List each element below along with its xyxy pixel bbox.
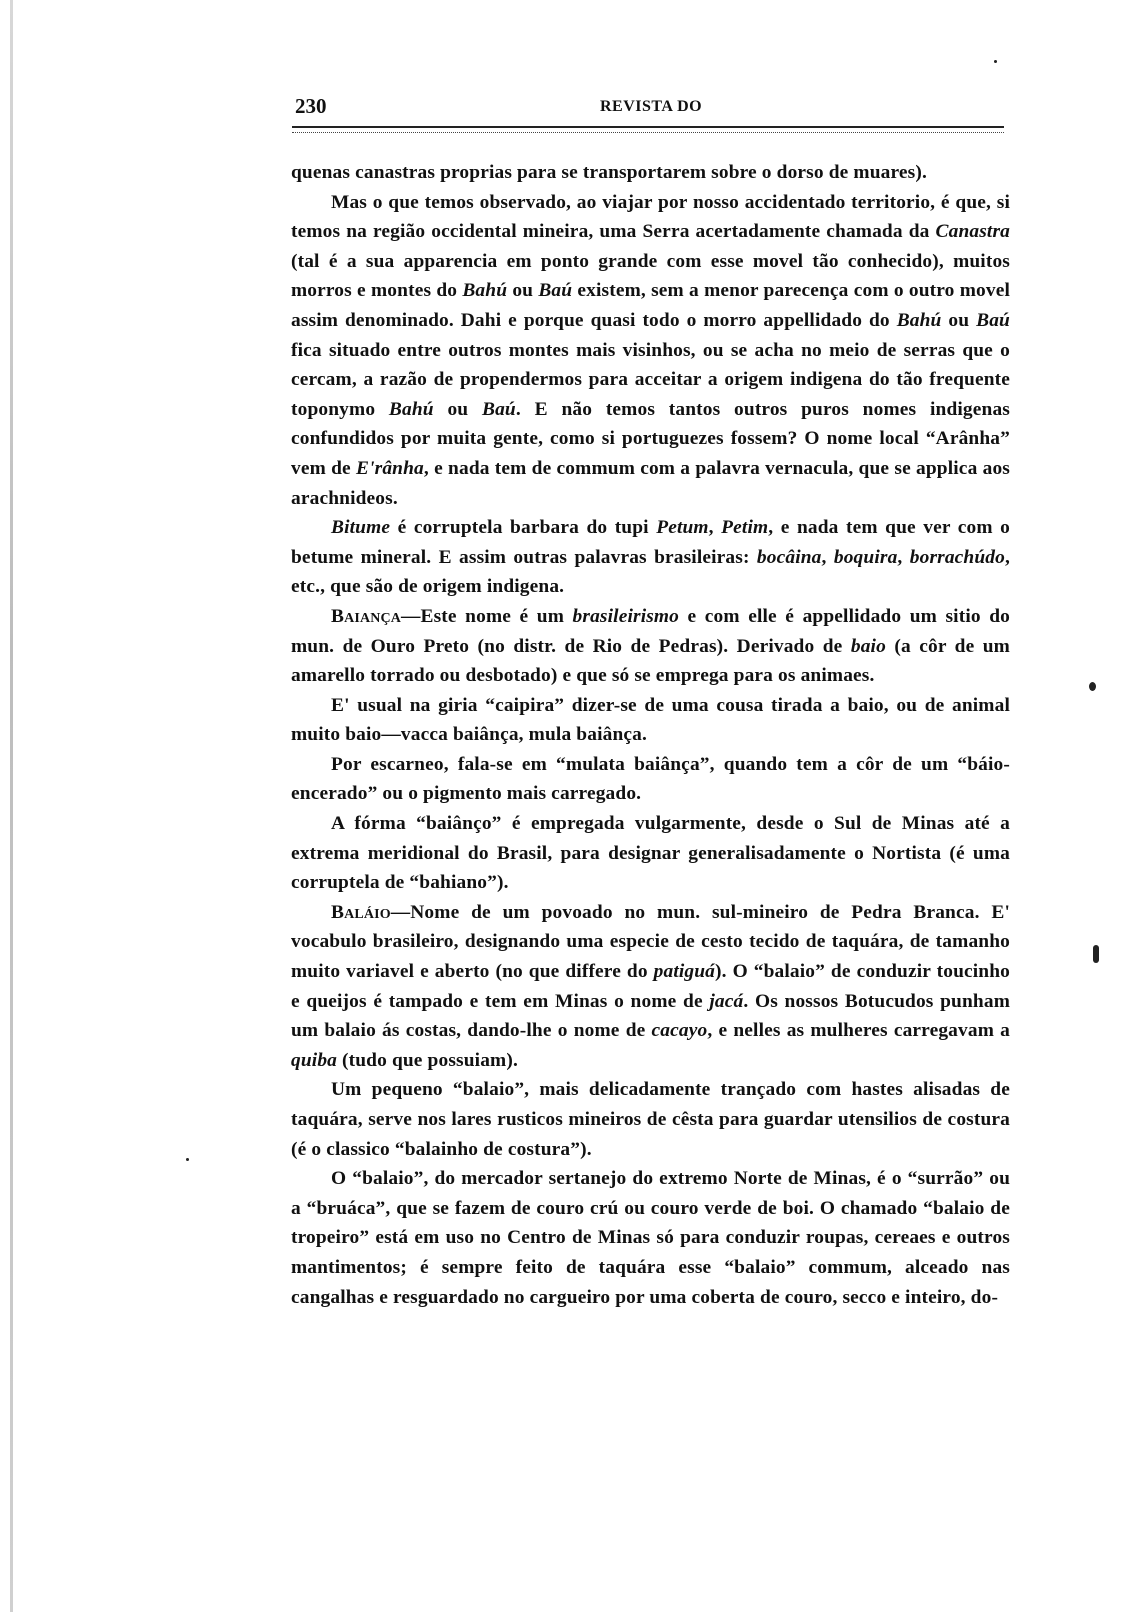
paragraph xyxy=(291,602,1010,691)
italic-term: quiba xyxy=(291,1049,338,1071)
text-run: , e nelles as mulheres carregavam a xyxy=(707,1020,1010,1042)
paragraph xyxy=(291,1075,1010,1164)
text-run: Um pequeno “balaio”, mais delicadamente trançado com hastes alisadas de taquára, serve nos lares rusticos mineiros de cêsta para guardar utensilios de costura (é o classico “balainho de costura”). xyxy=(291,1079,1010,1160)
text-run: . E não temos tantos outros puros nomes indigenas confundidos por muita gente, como si portuguezes fossem? O nome local “Arânha” vem de xyxy=(291,398,1010,479)
text-run: , e nada tem de commum com a palavra vernacula, que se applica aos arachnideos. xyxy=(291,457,1010,509)
text-run: quenas canastras proprias para se transportarem sobre o dorso de muares). xyxy=(291,162,927,183)
text-run: (tudo que possuiam). xyxy=(337,1049,518,1071)
text-run: , etc., que são de origem indigena. xyxy=(291,546,1010,598)
scan-edge xyxy=(10,0,13,1612)
italic-term: jacá xyxy=(709,990,744,1012)
paragraph xyxy=(291,158,1010,188)
header-rule xyxy=(292,126,1004,133)
text-run: A fórma “baiânço” é empregada vulgarmente, desde o Sul de Minas até a extrema meridional do Brasil, para designar generalisadamente o Nortista (é uma corruptela de “bahiano”). xyxy=(291,813,1010,894)
italic-term: Bahú xyxy=(462,280,508,302)
text-run: Mas o que temos observado, ao viajar por nosso accidentado territorio, é que, si temos na região occidental mineira, uma Serra acertadamente chamada da xyxy=(291,191,1010,243)
margin-mark xyxy=(1089,682,1096,691)
paragraph xyxy=(291,188,1010,514)
italic-term: patiguá xyxy=(653,961,716,983)
text-run: , e nada tem que ver com o betume mineral. E assim outras palavras brasileiras: xyxy=(291,517,1010,568)
text-run: O “balaio”, do mercador sertanejo do extremo Norte de Minas, é o “surrão” ou a “bruáca”, que se fazem de couro crú ou couro verde de boi. O chamado “balaio de tropeiro” está em uso no Centro de Minas só para conduzir roupas, cereaes e outros mantimentos; é sempre feito de taquára esse “balaio” commum, alceado nas cangalhas e resguardado no cargueiro por uma coberta de couro, secco e inteiro, do- xyxy=(291,1168,1010,1308)
paragraph xyxy=(291,513,1010,602)
italic-term: Baú xyxy=(538,280,573,302)
margin-mark xyxy=(1093,945,1099,963)
text-run: fica situado entre outros montes mais visinhos, ou se acha no meio de serras que o cercam, a razão de propendermos para acceitar a origem indigena do tão frequente toponymo xyxy=(291,339,1010,420)
paragraph xyxy=(291,1164,1010,1312)
text-run: (tal é a sua apparencia em ponto grande com esse movel tão conhecido), muitos morros e montes do xyxy=(291,250,1010,302)
italic-term: bocâina xyxy=(756,546,822,568)
italic-term: Bitume xyxy=(331,517,391,539)
text-run: é corruptela barbara do tupi xyxy=(390,517,657,539)
body-text xyxy=(291,158,1010,1312)
margin-mark xyxy=(994,60,997,63)
paragraph xyxy=(291,691,1010,750)
text-run: ). O “balaio” de conduzir toucinho e queijos é tampado e tem em Minas o nome de xyxy=(291,961,1011,1012)
italic-term: Petum xyxy=(656,517,709,539)
paragraph xyxy=(291,750,1010,809)
italic-term: baio xyxy=(850,635,886,657)
text-run: , xyxy=(821,546,834,568)
italic-term: Bahú xyxy=(388,398,434,420)
text-run: existem, sem a menor parecença com o outro movel assim denominado. Dahi e porque quasi todo o morro appellidado do xyxy=(291,280,1010,331)
italic-term: borrachúdo xyxy=(909,546,1005,568)
text-run: e com elle é appellidado um sitio do mun. de Ouro Preto (no distr. de Rio de Pedras). Derivado de xyxy=(291,605,1010,657)
margin-mark xyxy=(186,1158,189,1161)
paragraph xyxy=(291,809,1010,898)
italic-term: Baú xyxy=(482,398,516,420)
italic-term: E'rânha xyxy=(356,457,424,479)
text-run: —Este nome é um xyxy=(400,605,573,627)
italic-term: Bahú xyxy=(896,309,942,331)
italic-term: cacayo xyxy=(651,1020,708,1042)
text-run: , xyxy=(897,546,910,568)
text-run: ou xyxy=(433,398,482,420)
italic-term: Baú xyxy=(976,309,1010,331)
text-run: ou xyxy=(507,280,539,302)
running-head: REVISTA DO xyxy=(600,98,703,115)
text-run: , xyxy=(708,517,722,539)
entry-headword: Baiança xyxy=(331,605,401,627)
text-run: ou xyxy=(941,309,977,331)
text-run: —Nome de um povoado no mun. sul-mineiro de Pedra Branca. E' vocabulo brasileiro, designando uma especie de cesto tecido de taquára, de tamanho muito variavel e aberto (no que differe do xyxy=(291,901,1010,983)
page-number: 230 xyxy=(295,94,327,118)
text-run: (a côr de um amarello torrado ou desbotado) e que só se emprega para os animaes. xyxy=(291,635,1010,687)
italic-term: boquira xyxy=(833,546,898,568)
page-header xyxy=(295,94,1000,124)
italic-term: Petim xyxy=(721,517,769,539)
italic-term: Canastra xyxy=(935,221,1010,243)
text-run: . Os nossos Botucudos punham um balaio ás costas, dando-lhe o nome de xyxy=(291,990,1011,1042)
italic-term: brasileirismo xyxy=(572,605,680,627)
text-run: Por escarneo, fala-se em “mulata baiânça”, quando tem a côr de um “báio-encerado” ou o pigmento mais carregado. xyxy=(291,753,1010,805)
paragraph xyxy=(291,898,1010,1076)
text-run: E' usual na giria “caipira” dizer-se de uma cousa tirada a baio, ou de animal muito baio—vacca baiânça, mula baiânça. xyxy=(291,694,1010,746)
entry-headword: Baláio xyxy=(331,901,391,923)
